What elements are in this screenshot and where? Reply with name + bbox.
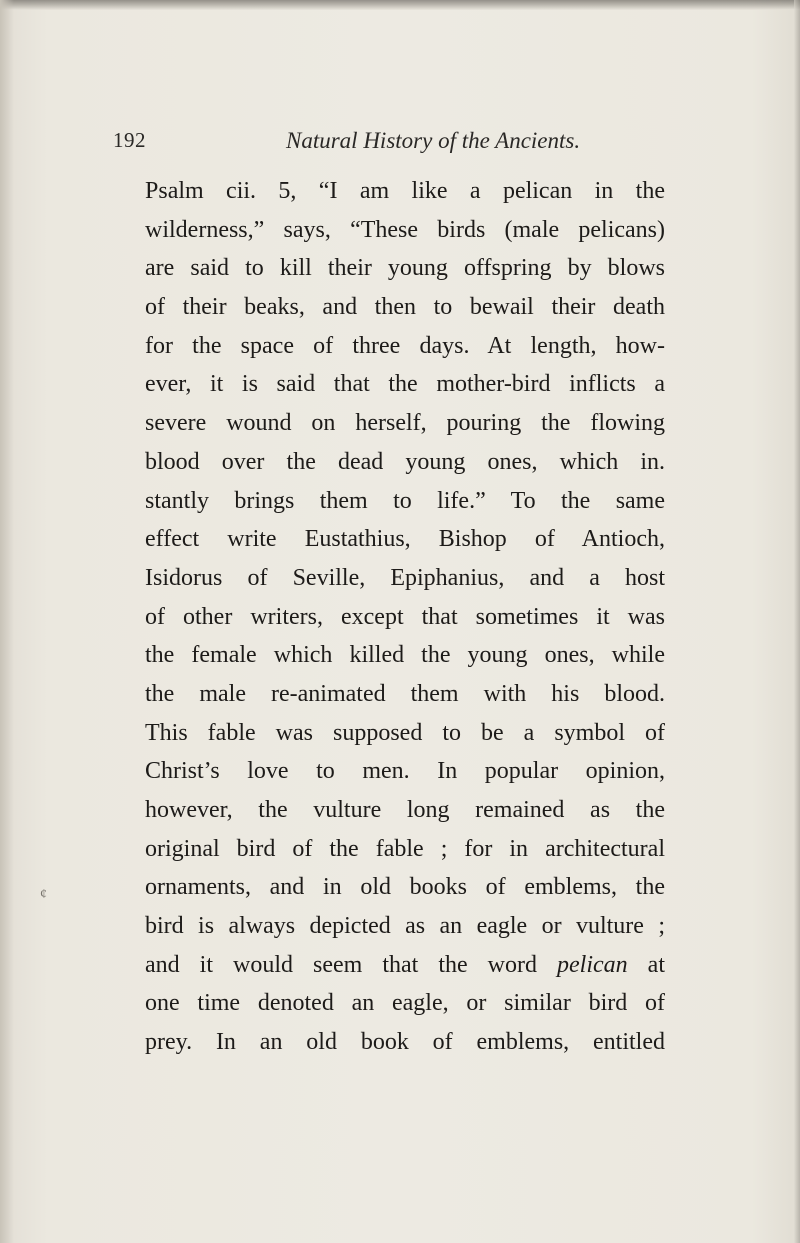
text-line: however, the vulture long remained as the [145, 797, 665, 823]
text-line: are said to kill their young offspring by blows [145, 255, 665, 282]
page-top-edge [0, 0, 800, 10]
page-number: 192 [113, 128, 146, 152]
page-left-shadow [0, 0, 14, 1243]
text-line: Christ’s love to men. In popular opinion, [145, 758, 665, 785]
text-line: ever, it is said that the mother-bird inflicts a [145, 371, 665, 398]
text-line: ornaments, and in old books of emblems, the [145, 874, 665, 901]
text-line: severe wound on herself, pouring the flowing [145, 410, 665, 437]
text-line: effect write Eustathius, Bishop of Antioch, [145, 526, 665, 553]
running-title: Natural History of the Ancients. [286, 128, 581, 153]
text-segment: at [627, 951, 665, 978]
text-line: wilderness,” says, “These birds (male pelicans) [145, 216, 665, 243]
text-line: one time denoted an eagle, or similar bird of [145, 990, 665, 1017]
text-segment: and it would seem that the word [145, 951, 558, 978]
italic-word: pelican [557, 951, 628, 978]
text-line: of their beaks, and then to bewail their death [145, 294, 665, 321]
text-line: original bird of the fable ; for in architectural [145, 835, 665, 862]
text-line-with-italic [145, 946, 665, 985]
text-line: the female which killed the young ones, while [145, 642, 665, 669]
text-line: of other writers, except that sometimes it was [145, 603, 665, 630]
text-line: the male re-animated them with his blood. [145, 680, 665, 707]
margin-mark: ¢ [40, 887, 47, 902]
text-line: prey. In an old book of emblems, entitled [145, 1029, 665, 1056]
text-line: stantly brings them to life.” To the same [145, 487, 665, 514]
page-header [113, 128, 673, 168]
text-line: blood over the dead young ones, which in. [145, 448, 665, 475]
text-line: Psalm cii. 5, “I am like a pelican in the [145, 178, 665, 204]
text-line: bird is always depicted as an eagle or vulture ; [145, 913, 665, 940]
text-line: Isidorus of Seville, Epiphanius, and a host [145, 564, 665, 591]
text-line: for the space of three days. At length, how- [145, 332, 665, 359]
text-line: This fable was supposed to be a symbol of [145, 719, 665, 746]
page-right-edge [794, 0, 800, 1243]
body-text [145, 172, 665, 1062]
